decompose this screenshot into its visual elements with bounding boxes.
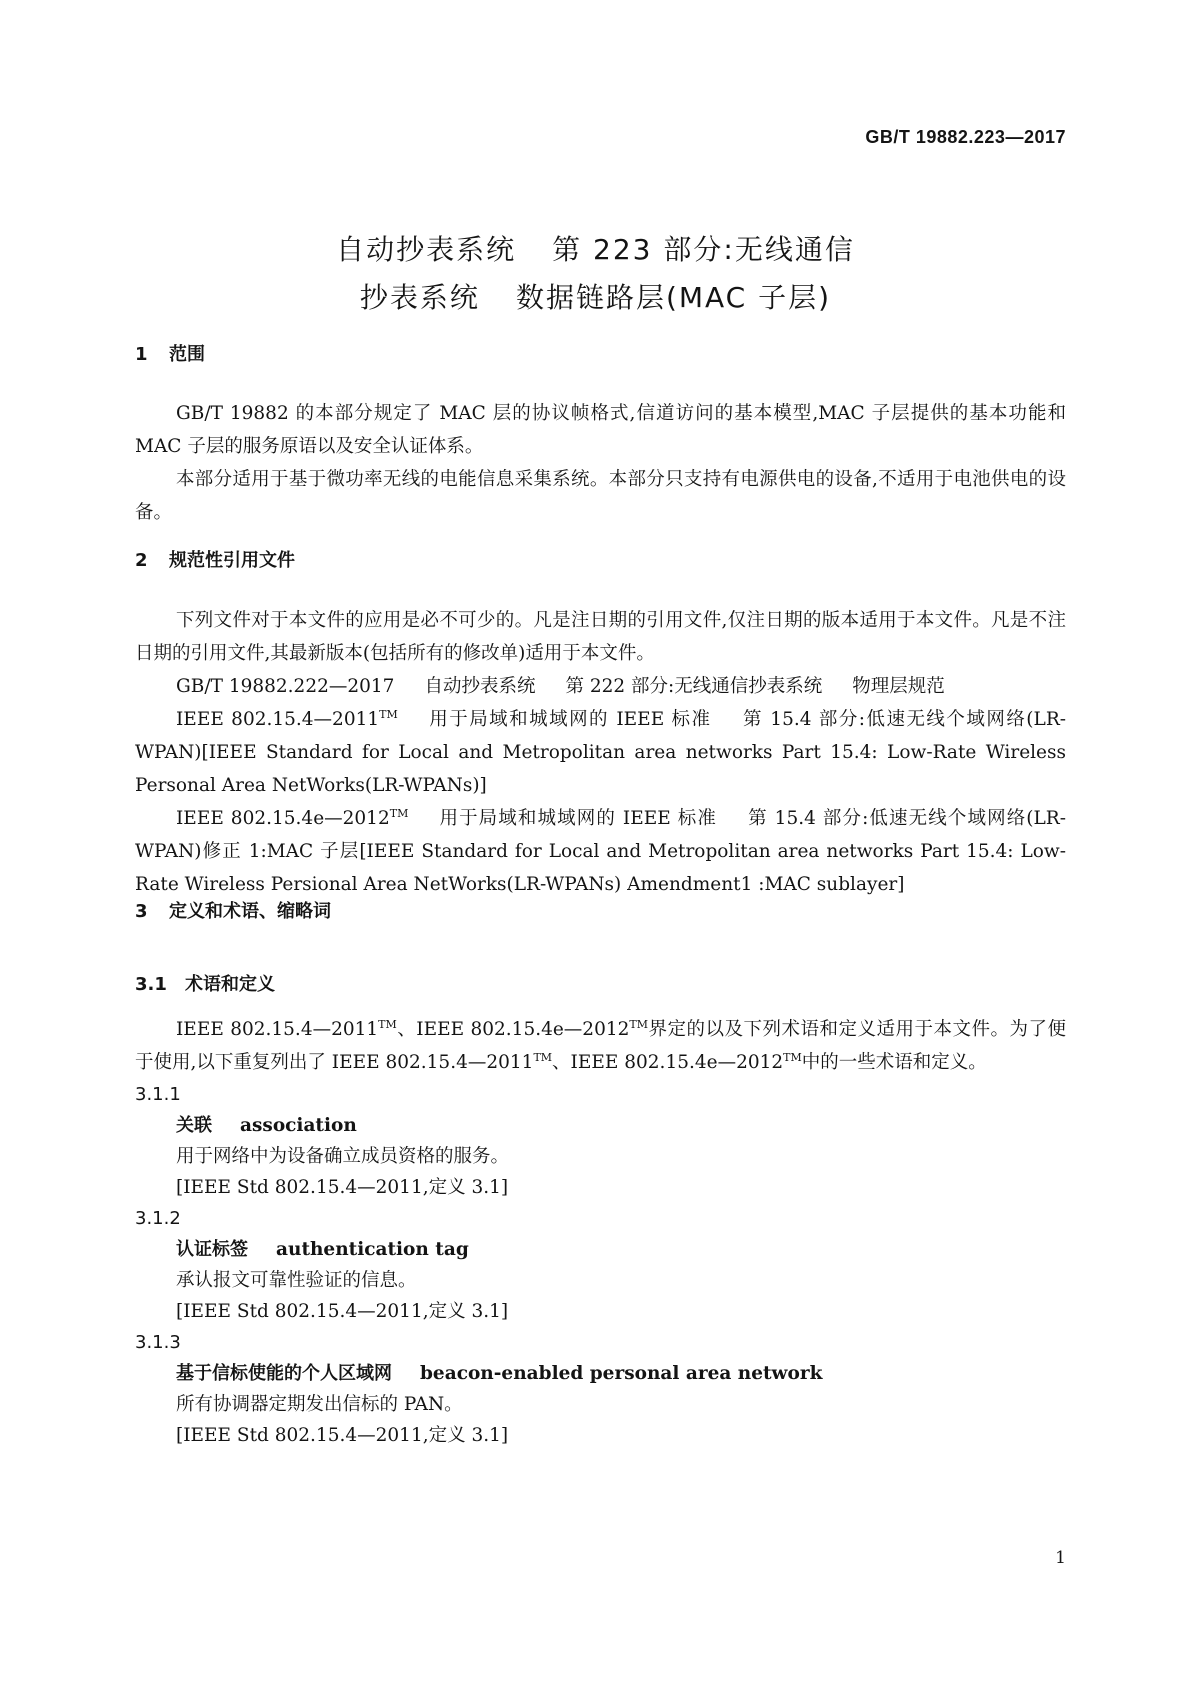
- section-title: 范围: [169, 344, 205, 365]
- term-definition: 用于网络中为设备确立成员资格的服务。: [176, 1146, 510, 1167]
- ref-title-part: 自动抄表系统: [424, 676, 536, 697]
- page-number: 1: [1055, 1548, 1066, 1568]
- paragraph: 下列文件对于本文件的应用是必不可少的。凡是注日期的引用文件,仅注日期的版本适用于本文件。凡是不注日期的引用文件,其最新版本(包括所有的修改单)适用于本文件。: [135, 610, 1066, 664]
- reference-1: [135, 670, 1066, 703]
- trademark-mark: TM: [379, 708, 398, 721]
- title-line-2-part-a: 抄表系统: [359, 281, 480, 314]
- term-zh: 基于信标使能的个人区域网: [176, 1363, 392, 1384]
- term-definition: 所有协调器定期发出信标的 PAN。: [176, 1394, 463, 1415]
- section-1-heading: [135, 340, 1066, 370]
- text-run: 、IEEE 802.15.4e—2012: [396, 1019, 630, 1040]
- section-number: 2: [135, 550, 148, 571]
- section-2-heading: [135, 546, 1066, 576]
- trademark-mark: TM: [389, 807, 409, 820]
- section-1-body: [135, 397, 1066, 529]
- term-en: beacon-enabled personal area network: [420, 1363, 823, 1384]
- paragraph: 本部分适用于基于微功率无线的电能信息采集系统。本部分只支持有电源供电的设备,不适用于电池供电的设备。: [135, 469, 1066, 523]
- title-line-2-part-b: 数据链路层(MAC 子层): [515, 281, 832, 314]
- section-number: 1: [135, 344, 148, 365]
- term-name: [135, 1110, 1066, 1141]
- ref-code: IEEE 802.15.4—2011: [176, 709, 380, 730]
- ref-title-part: 第 222 部分:无线通信抄表系统: [565, 676, 823, 697]
- section-number: 3: [135, 901, 148, 922]
- term-entry: [135, 1327, 1066, 1451]
- text-run: 、IEEE 802.15.4e—2012: [552, 1052, 784, 1073]
- term-name: [135, 1358, 1066, 1389]
- paragraph: [135, 1013, 1066, 1079]
- document-title: [0, 226, 1191, 322]
- term-source: [IEEE Std 802.15.4—2011,定义 3.1]: [176, 1177, 509, 1198]
- term-entry: [135, 1079, 1066, 1203]
- title-line-1-part-a: 自动抄表系统: [336, 233, 517, 266]
- section-3-1: [135, 970, 1066, 1000]
- section-2-body: [135, 604, 1066, 901]
- section-3-1-body: [135, 1013, 1066, 1451]
- text-run: 中的一些术语和定义。: [801, 1052, 987, 1073]
- term-definition: 承认报文可靠性验证的信息。: [176, 1270, 417, 1291]
- trademark-mark: TM: [629, 1018, 649, 1031]
- trademark-mark: TM: [783, 1051, 802, 1064]
- title-line-1: [0, 226, 1191, 274]
- reference-3: [135, 802, 1066, 901]
- term-entry: [135, 1203, 1066, 1327]
- section-title: 术语和定义: [185, 974, 275, 995]
- ref-code: IEEE 802.15.4e—2012: [176, 808, 390, 829]
- text-run: IEEE 802.15.4—2011: [176, 1019, 379, 1040]
- trademark-mark: TM: [378, 1018, 397, 1031]
- section-number: 3.1: [135, 974, 167, 995]
- section-3-1-heading: [135, 970, 1066, 1000]
- term-en: authentication tag: [276, 1239, 469, 1260]
- title-line-1-part-b: 第 223 部分:无线通信: [552, 233, 855, 266]
- section-title: 规范性引用文件: [169, 550, 295, 571]
- term-number: 3.1.3: [135, 1332, 181, 1353]
- reference-2: [135, 703, 1066, 802]
- term-zh: 认证标签: [176, 1239, 248, 1260]
- title-line-2: [0, 274, 1191, 322]
- term-number: 3.1.2: [135, 1208, 181, 1229]
- ref-title-part: 用于局域和城域网的 IEEE 标准: [427, 709, 712, 730]
- section-title: 定义和术语、缩略词: [169, 901, 331, 922]
- term-name: [135, 1234, 1066, 1265]
- section-3-heading: [135, 897, 1066, 927]
- standard-code: GB/T 19882.223—2017: [865, 127, 1066, 147]
- term-source: [IEEE Std 802.15.4—2011,定义 3.1]: [176, 1301, 509, 1322]
- term-source: [IEEE Std 802.15.4—2011,定义 3.1]: [176, 1425, 509, 1446]
- ref-title-part: 用于局域和城域网的 IEEE 标准: [438, 808, 717, 829]
- term-number: 3.1.1: [135, 1084, 181, 1105]
- trademark-mark: TM: [533, 1051, 553, 1064]
- section-2: [135, 546, 1066, 576]
- section-1: [135, 340, 1066, 370]
- ref-title-part: 第 15.4 部分:低速无线个域网络(LR-WPAN)修正 1:MAC 子层[IEEE Standard for Local and Metropolitan area networks Part 15.4: Low-Rate Wireless Persional Area NetWorks(LR-WPANs) Amendment1 :MAC sublayer]: [135, 808, 1066, 895]
- term-zh: 关联: [176, 1115, 212, 1136]
- ref-title-part: 第 15.4 部分:低速无线个域网络(LR-WPAN)[IEEE Standard for Local and Metropolitan area networks Part 15.4: Low-Rate Wireless Personal Area NetWorks(LR-WPANs)]: [135, 709, 1066, 796]
- paragraph: GB/T 19882 的本部分规定了 MAC 层的协议帧格式,信道访问的基本模型,MAC 子层提供的基本功能和 MAC 子层的服务原语以及安全认证体系。: [135, 403, 1066, 457]
- text-run: 界定的以及下列术语和定义适用于本文件。为了便于使用,以下重复列出了 IEEE 802.15.4—2011: [135, 1019, 1066, 1073]
- section-3: [135, 897, 1066, 927]
- ref-code: GB/T 19882.222—2017: [176, 676, 395, 697]
- ref-title-part: 物理层规范: [852, 676, 945, 697]
- term-en: association: [240, 1115, 357, 1136]
